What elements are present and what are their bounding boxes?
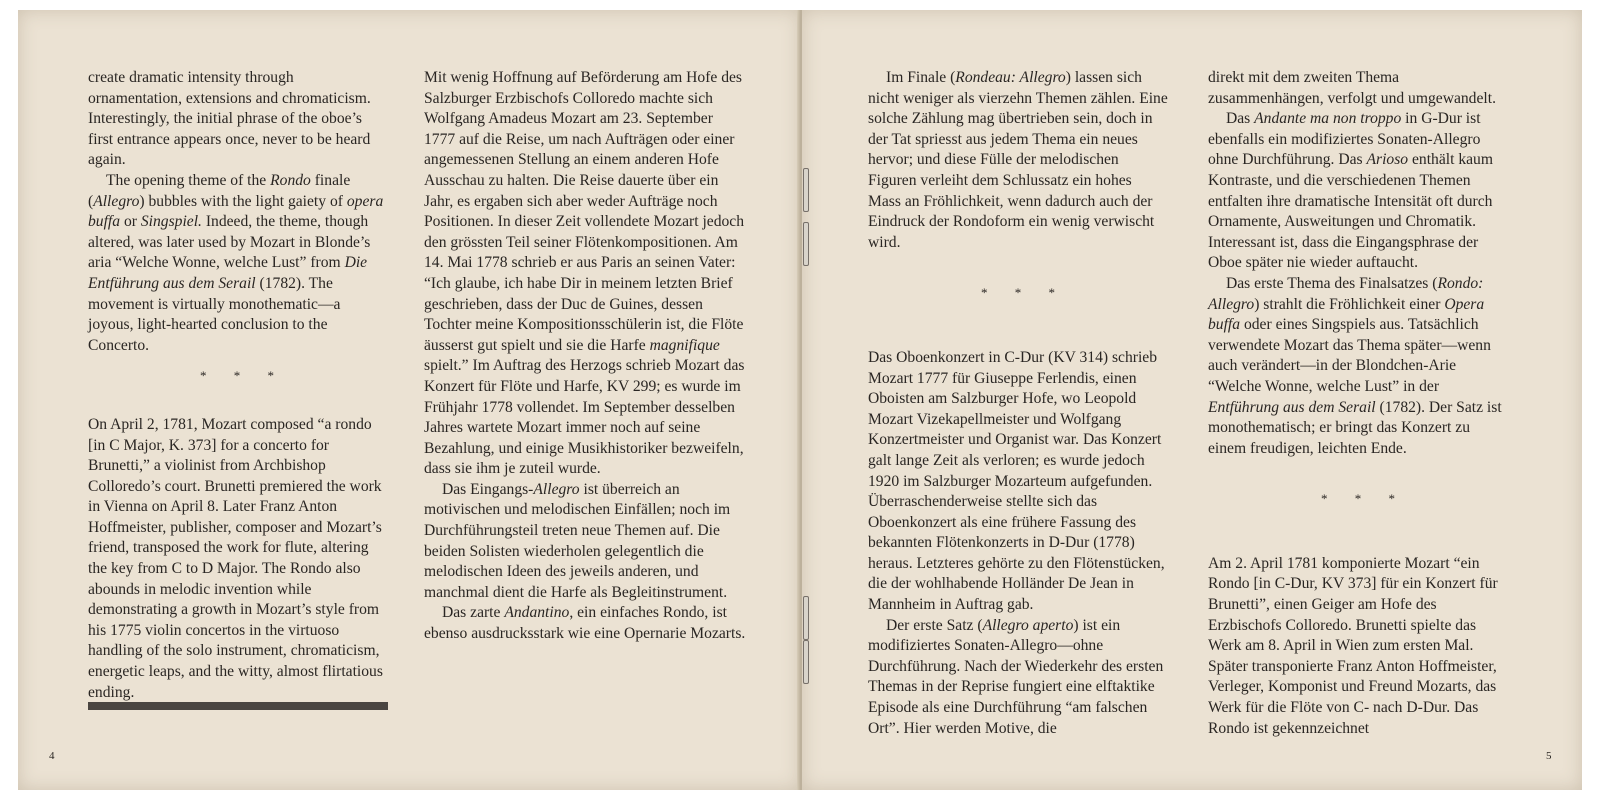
paragraph: The opening theme of the Rondo finale (Allegro) bubbles with the light gaiety of opera buffa or Singspiel. Indeed, the theme, though altered, was later used by Mozart in Blonde’s aria “Welche Wonne, welche Lust” from Die Entführung aus dem Serail (1782). The movement is virtually monothematic—a joyous, light-hearted conclusion to the Concerto. — [88, 171, 384, 354]
page-number: 5 — [1546, 750, 1552, 762]
paragraph: Das zarte Andantino, ein einfaches Rondo, ist ebenso ausdrucksstark wie eine Opernarie Mozarts. — [424, 604, 746, 643]
section-divider: * * * — [1321, 491, 1407, 507]
paragraph: Das Eingangs-Allegro ist überreich an motivischen und melodischen Einfällen; noch im Durchführungsteil treten neue Themen auf. Die beiden Solisten wiederholen gelegentlich die melodischen Ideen des jeweils anderen, und manchmal dient die Harfe als Begleitinstrument. — [424, 480, 731, 601]
left-column-english — [88, 68, 386, 703]
section-divider: * * * — [981, 285, 1067, 301]
paragraph: Mit wenig Hoffnung auf Beförderung am Hofe des Salzburger Erzbischofs Colloredo machte sich Wolfgang Amadeus Mozart am 23. September 1777 auf die Reise, um nach Aufträgen oder einer angemessenen Stellung an einem anderen Hofe Ausschau zu halten. Die Reise dauerte über ein Jahr, es ergaben sich aber weder Aufträge noch Positionen. In dieser Zeit vollendete Mozart jedoch den grössten Teil seiner Flötenkompositionen. Am 14. Mai 1778 schrieb er aus Paris an seinen Vater: “Ich glaube, ich habe Dir in meinem letzten Brief geschrieben, dass der Duc de Guines, dessen Tochter meine Kompositionsschülerin ist, die Flöte äusserst gut spielt und sie die Harfe magnifique spielt.” Im Auftrag des Herzogs schrieb Mozart das Konzert für Flöte und Harfe, KV 299; es wurde im Frühjahr 1778 vollendet. Im September desselben Jahres wartete Mozart immer noch auf seine Bezahlung, und einige Musikhistoriker bezweifeln, dass sie ihm je zuteil wurde. — [424, 69, 745, 478]
paragraph: On April 2, 1781, Mozart composed “a rondo [in C Major, K. 373] for a concerto for Brunetti,” a violinist from Archbishop Colloredo’s court. Brunetti premiered the work in Vienna on April 8. Later Franz Anton Hoffmeister, publisher, composer and Mozart’s friend, transposed the work for flute, altering the key from C to D Major. The Rondo also abounds in melodic invention while demonstrating a growth in Mozart’s style from his 1775 violin concertos in the virtuoso handling of the solo instrument, chromaticism, energetic leaps, and the witty, almost flirtatious ending. — [88, 415, 383, 701]
paragraph: Im Finale (Rondeau: Allegro) lassen sich nicht weniger als vierzehn Themen zählen. Eine solche Zählung mag übertrieben sein, doch in der Tat spriesst aus jedem Thema ein neues hervor; und diese Fülle der melodischen Figuren verleiht dem Schlussatz ein hohes Mass an Fröhlichkeit, wenn dadurch auch der Eindruck der Rondoform ein wenig verwischt wird. — [868, 69, 1168, 251]
staple — [803, 222, 809, 266]
right-column-german-2 — [1208, 68, 1508, 739]
staple — [803, 596, 809, 640]
paragraph: Das erste Thema des Finalsatzes (Rondo: Allegro) strahlt die Fröhlichkeit einer Opera buffa oder eines Singspiels aus. Tatsächlich verwendete Mozart das Thema später—wenn auch verändert—in der Blondchen-Arie “Welche Wonne, welche Lust” in der Entführung aus dem Serail (1782). Der Satz ist monothematisch; er bringt das Konzert zu einem freudigen, leichten Ende. — [1208, 274, 1502, 457]
left-column-german — [424, 68, 746, 645]
staple — [803, 640, 809, 684]
paragraph: Das Oboenkonzert in C-Dur (KV 314) schrieb Mozart 1777 für Giuseppe Ferlendis, einen Oboisten am Salzburger Hofe, wo Leopold Mozart Vizekapellmeister und Wolfgang Konzertmeister und Organist war. Das Konzert galt lange Zeit als verloren; es wurde jedoch 1920 im Salzburger Mozarteum aufgefunden. Überraschenderweise stellte sich das Oboenkonzert als eine frühere Fassung des bekannten Flötenkonzerts in D-Dur (1778) heraus. Letzteres gehörte zu den Flötenstücken, die der wohlhabende Holländer De Jean in Mannheim in Auftrag gab. — [868, 348, 1165, 614]
paragraph: Der erste Satz (Allegro aperto) ist ein modifiziertes Sonaten-Allegro—ohne Durchführung. Nach der Wiederkehr des ersten Themas in der Reprise fungiert eine elftaktike Episode als eine Durchführung “am falschen Ort”. Hier werden Motive, die — [868, 616, 1164, 737]
paragraph: create dramatic intensity through ornamentation, extensions and chromaticism. Interestingly, the initial phrase of the oboe’s first entrance appears once, never to be heard again. — [88, 69, 371, 169]
paragraph: direkt mit dem zweiten Thema zusammenhängen, verfolgt und umgewandelt. — [1208, 69, 1496, 107]
paragraph: Das Andante ma non troppo in G-Dur ist ebenfalls ein modifiziertes Sonaten-Allegro ohne Durchführung. Das Arioso enthält kaum Kontraste, und die verschiedenen Themen entfalten ihre dramatische Intensität oft durch Ornamente, Ausweitungen und Chromatik. Interessant ist, dass die Eingangsphrase der Oboe später nie wieder auftaucht. — [1208, 110, 1493, 272]
page-number: 4 — [49, 750, 55, 762]
section-divider: * * * — [200, 368, 286, 384]
decorative-rule — [88, 702, 388, 710]
right-column-german-1 — [868, 68, 1168, 739]
paragraph: Am 2. April 1781 komponierte Mozart “ein Rondo [in C-Dur, KV 373] für ein Konzert für Brunetti”, einen Geiger am Hofe des Erzbischofs Colloredo. Brunetti spielte das Werk am 8. April in Wien zum ersten Mal. Später transponierte Franz Anton Hoffmeister, Verleger, Komponist und Freund Mozarts, das Werk für die Flöte von C- nach D-Dur. Das Rondo ist gekennzeichnet — [1208, 554, 1498, 737]
staple — [803, 168, 809, 212]
